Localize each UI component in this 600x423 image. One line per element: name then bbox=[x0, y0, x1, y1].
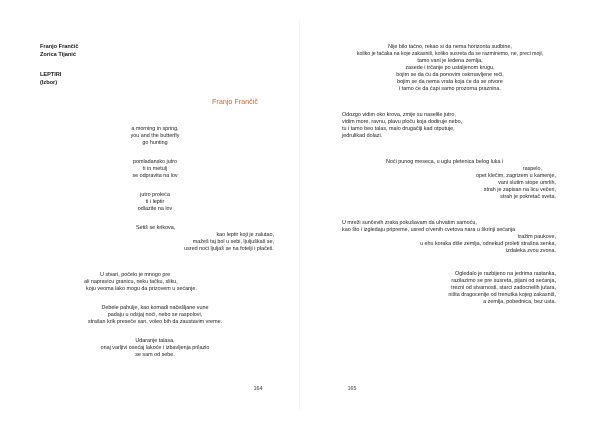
verse-line: kao što i izgledaju pripreme, usred crvenih cvetova nara u škrinji sećanja bbox=[342, 227, 516, 233]
verse-line: odlazite na lov bbox=[137, 206, 173, 212]
verse-line: Setiš se krikova, bbox=[136, 225, 176, 231]
verse-line: padaju u odsjaj noći, nebo se raspolovi, bbox=[107, 312, 203, 318]
verse-line: kao leptir koji je zalutao, bbox=[216, 232, 274, 238]
verse-line: mažeš taj bol u sebi, ljuljuškaš se, bbox=[192, 239, 274, 245]
verse-line: tu i tamo beo talas, malo drugačiji kad otputuje, bbox=[342, 126, 455, 132]
verse-line: strah je pokretač sveta. bbox=[500, 194, 556, 200]
verse-line: strah je zapisan na licu večeri, bbox=[483, 187, 556, 193]
verse-line: onaj varljivi osećaj lakoće i izbavljenja prilazio bbox=[100, 345, 210, 351]
verse-line: ti in metulj bbox=[142, 166, 168, 172]
verse-line: se sam od sebe. bbox=[135, 352, 175, 358]
verse-line: i tamo će da ćapi samo prozorna praznina. bbox=[399, 86, 501, 92]
page-number: 165 bbox=[347, 386, 357, 392]
verse-line: opet klečim, zagrizem u kamenje, bbox=[476, 173, 556, 179]
verse-line: Ogledalo je razbijeno na jedrima rastanka, bbox=[455, 271, 556, 277]
verse-line: pomladansko jutro bbox=[132, 159, 178, 165]
verse-line: jutro proleća bbox=[140, 192, 170, 198]
verse-line: ali napravicu granicu, neku tačku, sliku, bbox=[84, 279, 178, 285]
right-page bbox=[300, 0, 600, 423]
verse-line: izdaleka zvou zvona. bbox=[505, 248, 556, 254]
verse-line: ti i leptir bbox=[145, 199, 165, 205]
verse-line: vidim more, ravnu, plavu ploču koja dodiruje nebo, bbox=[342, 119, 463, 125]
verse-line: bojim se da ću da ponovim oskrnavljene reči, bbox=[396, 72, 504, 78]
verse-line: tamo vani je ledena zemlja, bbox=[417, 58, 483, 64]
verse-line: zasede i trčanje po ustaljenom krugu, bbox=[405, 65, 495, 71]
verse-line: Nije bilo tačno, rekao si da nema horizonta sudbine, bbox=[388, 44, 512, 50]
verse-line: se odpravita na lov bbox=[132, 173, 178, 179]
verse-line: vani slutim stope umrlih, bbox=[498, 180, 556, 186]
verse-line: you and the butterfly bbox=[130, 133, 180, 139]
page-number: 164 bbox=[253, 386, 263, 392]
header-subtitle: (Izbor) bbox=[40, 80, 58, 86]
verse-line: ništa dragocenije od trenutka kojeg zakasniš, bbox=[448, 292, 556, 298]
verse-line: u ehu koraka diše zemlja, odnekud proleti strašna senka, bbox=[419, 241, 556, 247]
verse-line: strašan krik preseče san, voleo bih da zaustavim vreme. bbox=[87, 319, 223, 325]
verse-line: razilazimo se pre susreta, pijani od sećanja, bbox=[451, 278, 556, 284]
verse-line: Noći punog meseca, u uglu pletenica belog luka i bbox=[386, 159, 504, 165]
verse-line: Debele pahulje, kao komadi načešljane vune bbox=[101, 305, 209, 311]
verse-line: raspelo, bbox=[522, 166, 542, 172]
verse-line: U stvari, počelo je mnogo pre bbox=[100, 272, 171, 278]
header-author-2: Zorica Tijanić bbox=[40, 52, 76, 58]
verse-line: jedrulikad dolazi. bbox=[342, 133, 383, 139]
verse-line: a zemlja, pobednica, bez usta. bbox=[483, 299, 556, 305]
verse-line: Odozgo vidim oko krova, zmije su naselile jutro, bbox=[342, 112, 456, 118]
header-author-1: Franjo Frančič bbox=[40, 44, 79, 50]
verse-line: trezni od stvarnosti, starci zadocnelih jutara, bbox=[451, 285, 556, 291]
verse-line: tražim paukove, bbox=[517, 234, 556, 240]
verse-line: Udaranje talasa, bbox=[135, 338, 175, 344]
verse-line: koju veoma lako mogu da prizovem u sećanje. bbox=[86, 286, 197, 292]
poem-author: Franjo Frančič bbox=[212, 97, 258, 106]
verse-line: koliko je tačaka na koje zakasniš, koliko susreta da se razminemo, ne, preci moji, bbox=[356, 51, 544, 57]
verse-line: a morning in spring, bbox=[131, 126, 179, 132]
verse-line: go hunting bbox=[142, 140, 168, 146]
verse-line: bojim se da nema vrata koja će da se otvore bbox=[397, 79, 503, 85]
verse-line: usred noći ljuljaš se na fotelji i plačeš. bbox=[184, 246, 274, 252]
verse-line: U mreži sunčevih zraka pokušavam da uhvatim samoću, bbox=[342, 220, 477, 226]
header-title: LEPTIRI bbox=[40, 72, 62, 78]
